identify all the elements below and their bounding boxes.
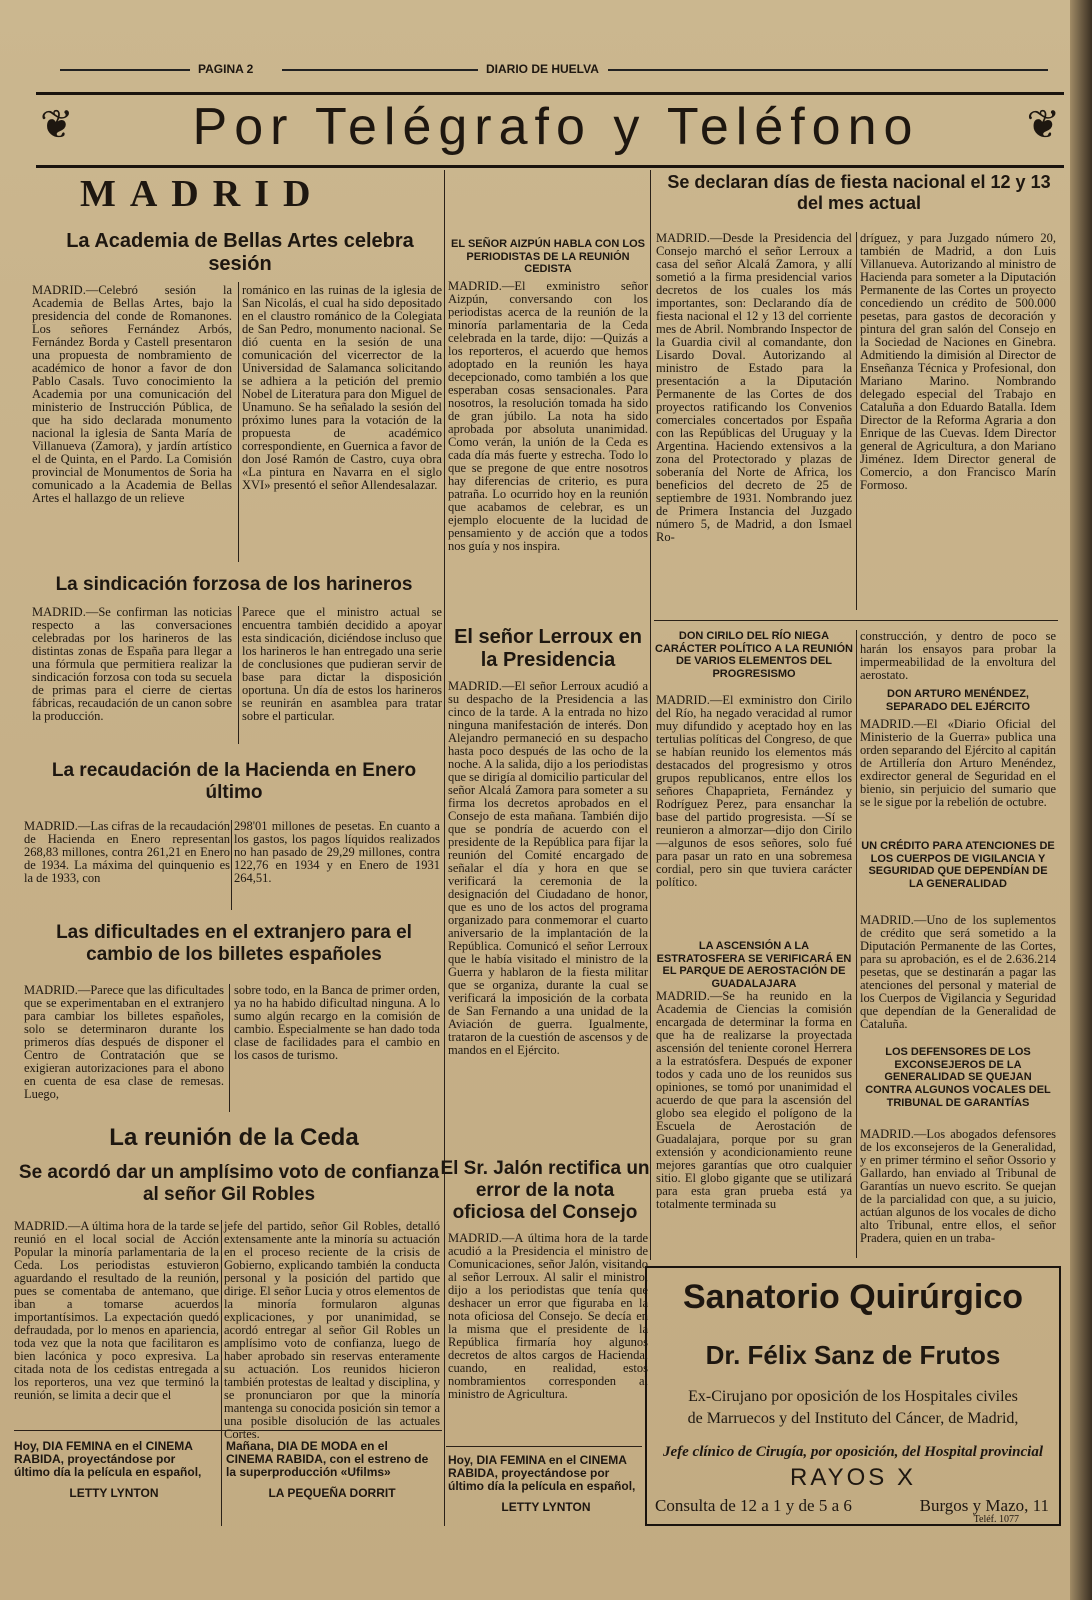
article-text: románico en las ruinas de la iglesia de San Nicolás, el cual ha sido depositado en el claustro románico de la Colegiata de San Pedro, monumento nacional. Se dió cuenta en la sesión de una comunicación del vicerrector de la Universidad de Salamanca solicitando se adhiera a la petición del premio Nobel de Literatura para don Miguel de Unamuno. Se ha señalado la sesión del próximo lunes para la votación de la propuesta de académico correspondiente, en Guernica a favor de don José Ramón de Castro, cuya obra «La pintura en Navarra en el siglo XVI» presentó el señor Allendesalazar. [242, 283, 442, 492]
column-rule [650, 170, 651, 1260]
banner-title: Por Telégrafo y Teléfono [192, 98, 920, 156]
column-rule [856, 232, 857, 610]
section-title: MADRID [80, 173, 325, 215]
article-text: MADRID.—El señor Lerroux acudió a su despacho de la Presidencia a las cinco de la tarde. A la entrada no hizo ninguna manifestación de interés. Don Alejandro permaneció en su despacho hasta poco después de las ocho de la noche. A la salida, dijo a los periodistas que se dirigía al domicilio particular del señor Alcalá Zamora para someter a su firma los decretos aprobados en el Consejo de esta mañana. También dijo que se pondría de acuerdo con el presidente de la República para fijar la reunión del Comité encargado de señalar el día y hora en que se verificará la ceremonia de la designación del Ciudadano de honor, que es uno de los actos del programa organizado para conmemorar el cuarto aniversario de la implantación de la República. Comunicó el señor Lerroux que le había visitado el ministro de la Guerra y hablaron de la fiesta militar que se organiza, durante la cual se verificará la imposición de la corbata de San Fernando a una unidad de la Aviación de guerra. Igualmente, trataron de la cuestión de ascensos y de mandos en el Ejército. [448, 679, 648, 1057]
headline: UN CRÉDITO PARA ATENCIONES DE LOS CUERPOS DE VIGILANCIA Y SEGURIDAD QUE DEPENDÍAN DE LA GENERALIDAD [861, 840, 1055, 890]
ad-text: Mañana, DIA DE MODA en el CINEMA RABIDA, con el estreno de la superproducción «Ufilms» [226, 1439, 429, 1479]
column-rule [229, 984, 230, 1112]
credential-line: Ex-Cirujano por oposición de los Hospitales civiles [688, 1388, 1018, 1405]
article-text: MADRID.—Las cifras de la recaudación de Hacienda en Enero representan 268,83 millones, contra 261,21 en Enero de 1934. La máxima del quinquenio es la de 1933, con [24, 819, 230, 885]
cinema-ad [448, 1454, 644, 1514]
article-text: sobre todo, en la Banca de primer orden, ya no ha habido dificultad ninguna. A lo sumo algún recargo en la comisión de cambio. Especialmente se han dado toda clase de facilidades para el cambio en los casos de turismo. [234, 983, 440, 1062]
column-rule [444, 170, 445, 1526]
section-rule [654, 620, 1058, 621]
column-rule [238, 282, 239, 562]
header-rule [282, 69, 478, 71]
ad-rule [14, 1430, 442, 1431]
credential-line: de Marruecos y del Instituto del Cáncer, de Madrid, [687, 1410, 1019, 1427]
page-number: PAGINA 2 [198, 62, 254, 76]
sanatorio-title: Sanatorio Quirúrgico [682, 1278, 1024, 1316]
headline: El señor Lerroux en la Presidencia [454, 626, 642, 671]
article-text: Parece que el ministro actual se encuentra también decidido a apoyar esta sindicación, diciéndose incluso que los harineros le han entregado una serie de conclusiones que pudieran servir de base para dictar la disposición oportuna. Un día de estos los harineros se reunirán en asamblea para tratar sobre el particular. [242, 605, 442, 723]
address: Burgos y Mazo, 11 [919, 1496, 1049, 1515]
article-text: MADRID.—Se confirman las noticias respecto a las conversaciones celebradas por los harineros de las distintas zonas de España para llegar a una fórmula que permitiera realizar la sindicación forzosa con toda su secuela de primas para el cierre de ciertas fábricas, recaudación de un canon sobre la producción. [32, 605, 232, 723]
doctor-name: Dr. Félix Sanz de Frutos [705, 1340, 1001, 1370]
headline: La recaudación de la Hacienda en Enero último [51, 760, 417, 803]
newspaper-name: DIARIO DE HUELVA [486, 62, 599, 76]
ornament-icon: ❦ [1026, 102, 1060, 147]
article-text: MADRID.—A última hora de la tarde acudió a la Presidencia el ministro de Comunicaciones, señor Jalón, visitando al señor Lerroux. Al salir el ministro, dijo a los periodistas que tenía que deshacer un error que figuraba en la nota oficiosa del Consejo. Se decía en la misma que el presidente de la República firmaría hoy algunos decretos de altos cargos de Hacienda, cuando, en realidad, estos nombramientos corresponden al ministro de Agricultura. [448, 1231, 648, 1401]
article-text: jefe del partido, señor Gil Robles, detalló extensamente ante la minoría su actuación en el proceso reciente de la crisis de Gobierno, explicando también la conducta personal y la posición del partido que dirige. El señor Lucia y otros elementos de la minoría formularon algunas explicaciones, y por unanimidad, se acordó entregar al señor Gil Robles un amplísimo voto de confianza, luego de haber aprobado sin reservas enteramente su actuación. Los reunidos hicieron también protestas de lealtad y disciplina, y se pronunciaron por que la minoría mantenga su conocida posición sin temor a una posible disolución de las actuales Cortes. [224, 1219, 440, 1441]
headline: EL SEÑOR AIZPÚN HABLA CON LOS PERIODISTAS DE LA REUNIÓN CEDISTA [451, 238, 645, 276]
article-text: MADRID.—Celebró sesión la Academia de Bellas Artes, bajo la presidencia del conde de Romanones. Los señores Fernández Arbós, Fernández Borda y Castell presentaron una propuesta de nombramiento de académico de honor a favor de don Pablo Casals. Tuvo conocimiento la Academia por una comunicación del ministerio de Instrucción Pública, de que ha sido declarada monumento nacional la iglesia de Santa María de Villanueva (Zamora), y jardín artístico el de Quinta, en el Pardo. La Comisión provincial de Monumentos de Soria ha comunicado a la Academia de Bellas Artes el hallazgo de un relieve [32, 283, 232, 505]
ornament-icon: ❦ [40, 102, 74, 147]
cinema-ad [226, 1440, 438, 1500]
article-text: MADRID.—Uno de los suplementos de crédito que será sometido a la Diputación Permanente de las Cortes, para su aprobación, es el de 2.636.214 pesetas, que se destinarán a pagar las atenciones del personal y material de los Cuerpos de Vigilancia y Seguridad que dependían de la Generalidad de Cataluña. [860, 913, 1056, 1031]
headline: DON CIRILO DEL RÍO NIEGA CARÁCTER POLÍTICO A LA REUNIÓN DE VARIOS ELEMENTOS DEL PROGRESISMO [655, 630, 853, 680]
article-text: 298'01 millones de pesetas. En cuanto a los gastos, los pagos líquidos realizados no han pasado de 29,29 millones, contra 122,76 en 1934 y en Enero de 1931 264,51. [234, 819, 440, 885]
headline: La Academia de Bellas Artes celebra sesión [66, 230, 414, 275]
consulta-hours: Consulta de 12 a 1 y de 5 a 6 [655, 1496, 852, 1515]
article-text: MADRID.—Se ha reunido en la Academia de Ciencias la comisión encargada de determinar la forma en que ha de realizarse la proyectada ascensión del teniente coronel Herrera a la estratósfera. Después de exponer todos y cada uno de los reunidos sus opiniones, se tomó por unanimidad el acuerdo de que para la ascensión del globo sea elegido el polígono de la Escuela de Aerostación de Guadalajara, porque por su gran extensión y acondicionamiento reune mejores garantías que otro cualquier sitio. El globo gigante que se utilizará para esta gran prueba está ya totalmente terminada su [656, 989, 852, 1211]
credential-line: Jefe clínico de Cirugía, por oposición, del Hospital provincial [663, 1444, 1043, 1460]
ad-text: Hoy, DIA FEMINA en el CINEMA RABIDA, proyectándose por último día la película en español, [448, 1453, 636, 1493]
article-text: MADRID.—El «Diario Oficial del Ministerio de la Guerra» publica una orden separando del Ejército al capitán de Artillería don Arturo Menéndez, exdirector general de Seguridad en el bienio, sin perjuicio del sumario que se le sigue por la rebelión de octubre. [860, 717, 1056, 809]
column-rule [221, 1220, 222, 1526]
section-banner [36, 92, 1064, 168]
ad-text: Hoy, DIA FEMINA en el CINEMA RABIDA, proyectándose por último día la película en español, [14, 1439, 202, 1479]
subheadline: Se acordó dar un amplísimo voto de confianza al señor Gil Robles [18, 1162, 440, 1205]
page-header [0, 62, 1070, 78]
article-text: MADRID.—Los abogados defensores de los exconsejeros de la Generalidad, y en primer término el señor Ossorio y Gallardo, han enviado al Tribunal de Garantías un nuevo escrito. Se quejan de la parcialidad con que, a su juicio, actúan algunos de los vocales de dicho alto Tribunal, entre ellos, el señor Pradera, quien en un traba- [860, 1127, 1056, 1245]
headline: La reunión de la Ceda [109, 1124, 359, 1151]
headline: Se declaran días de fiesta nacional el 12 y 13 del mes actual [667, 172, 1051, 213]
ad-film: LETTY LYNTON [501, 1500, 591, 1514]
article-text: construcción, y dentro de poco se harán los ensayos para probar la impermeabilidad de la envoltura del aerostato. [860, 629, 1056, 682]
column-rule [238, 606, 239, 744]
article-text: dríguez, y para Juzgado número 20, también de Madrid, a don Luis Villanueva. Autorizando al ministro de Hacienda para someter a la Diputación Permanente de las Cortes un proyecto concediendo un crédito de 500.000 pesetas, para gastos de decoración y pintura del gran salón del Consejo en la Sociedad de Naciones en Ginebra. Admitiendo la dimisión al Director de Enseñanza Técnica y Profesional, don Mariano Marino. Nombrando delegado especial del Trabajo en Cataluña a don Eduardo Batalla. Idem Director de la Reforma Agraria a don Enrique de las Cuevas. Idem Director general de Agricultura, a don Mariano Jiménez. Idem Director general de Comercio, a don Francisco Marín Formoso. [860, 231, 1056, 492]
ad-film: LA PEQUEÑA DORRIT [268, 1486, 396, 1500]
headline: La sindicación forzosa de los harineros [55, 574, 413, 595]
headline: Las dificultades en el extranjero para el cambio de los billetes españoles [56, 922, 412, 965]
rayos-x: RAYOS X [790, 1464, 916, 1491]
ad-rule [446, 1446, 642, 1447]
header-rule [60, 69, 190, 71]
phone: Teléf. 1077 [973, 1514, 1019, 1525]
article-text: MADRID.—Parece que las dificultades que se experimentaban en el extranjero para cambiar los billetes españoles, solo se determinaron durante los primeros días después de disponer el Centro de Contratación que se exigieran autorizaciones para el abono en cuenta de esa clase de remesas. Luego, [24, 983, 224, 1101]
article-text: MADRID.—El exministro don Cirilo del Río, ha negado veracidad al rumor muy difundido y aceptado hoy en las tertulias políticas del Congreso, de que se habían reunido los elementos más destacados del progresismo y otros grupos republicanos, entre ellos los señores Chapaprieta, Fernández y Rodríguez Perez, para ensanchar la base del partido progresista. —Sí se reunieron a almorzar—dijo don Cirilo—algunos de esos señores, solo fué para pasar un rato en una sobremesa cordial, pero sin que tuviera carácter político. [656, 693, 852, 889]
headline: LOS DEFENSORES DE LOS EXCONSEJEROS DE LA GENERALIDAD SE QUEJAN CONTRA ALGUNOS VOCALES DEL TRIBUNAL DE GARANTÍAS [865, 1046, 1051, 1109]
headline: DON ARTURO MENÉNDEZ, SEPARADO DEL EJÉRCITO [885, 688, 1031, 713]
column-rule [856, 630, 857, 1258]
header-rule [608, 69, 1048, 71]
sanatorio-ad [645, 1266, 1061, 1526]
page-edge-shadow [1070, 0, 1092, 1600]
headline: LA ASCENSIÓN A LA ESTRATOSFERA SE VERIFICARÁ EN EL PARQUE DE AEROSTACIÓN DE GUADALAJARA [656, 940, 852, 990]
article-text: MADRID.—A última hora de la tarde se reunió en el local social de Acción Popular la minoría parlamentaria de la Ceda. Los periodistas estuvieron aguardando el resultado de la reunión, pues se comentaba de antemano, que iban a tomarse acuerdos importantísimos. La expectación quedó defraudada, por lo menos en apariencia, toda vez que la nota que facilitaron es bien lacónica y poco expresiva. La citada nota de los cedistas entregada a los reporteros, una vez que terminó la reunión, se limita a decir que el [14, 1219, 219, 1402]
ad-film: LETTY LYNTON [69, 1486, 159, 1500]
column-rule [231, 820, 232, 910]
article-text: MADRID.—Desde la Presidencia del Consejo marchó el señor Lerroux a casa del señor Alcalá Zamora, y allí sometió a la firma presidencial varios decretos de los cuales los más importantes, son: Declarando día de fiesta nacional el 12 y 13 del corriente mes de Abril. Nombrando Inspector de la Guardia civil al comandante, don Lisardo Doval. Autorizando al ministro de Estado para la presentación a la Diputación Permanente de las Cortes de dos proyectos ratificando los Convenios comerciales concertados por España con las Repúblicas del Uruguay y la Argentina. Haciendo extensivos a la zona del Protectorado y plazas de soberanía del Norte de Africa, los beneficios del decreto de 25 de septiembre de 1931. Nombrando juez de Primera Instancia del Juzgado número 5, de Madrid, a don Ismael Ro- [656, 231, 852, 544]
cinema-ad [14, 1440, 214, 1500]
article-text: MADRID.—El exministro señor Aizpún, conversando con los periodistas acerca de la reunión de la minoría parlamentaria de la Ceda celebrada en la tarde, dijo: —Quizás a los reporteros, el acuerdo que hemos adoptado en la reunión les haya decepcionado, como también a los que esperaban cosas sensacionales. Para nosotros, la resolución tomada ha sido de gran júbilo. La nota ha sido aprobada por absoluta unanimidad. Como verán, la unión de la Ceda es cada día más fuerte y estrecha. Todo lo que se pregone de que entre nosotros hay diferencias de criterio, es pura patraña. Lo ocurrido hoy en la reunión que acabamos de celebrar, es un ejemplo elocuente de la lucidad de pensamiento y de acción que a todos nos guía y nos inspira. [448, 279, 648, 553]
headline: El Sr. Jalón rectifica un error de la nota oficiosa del Consejo [440, 1158, 650, 1223]
